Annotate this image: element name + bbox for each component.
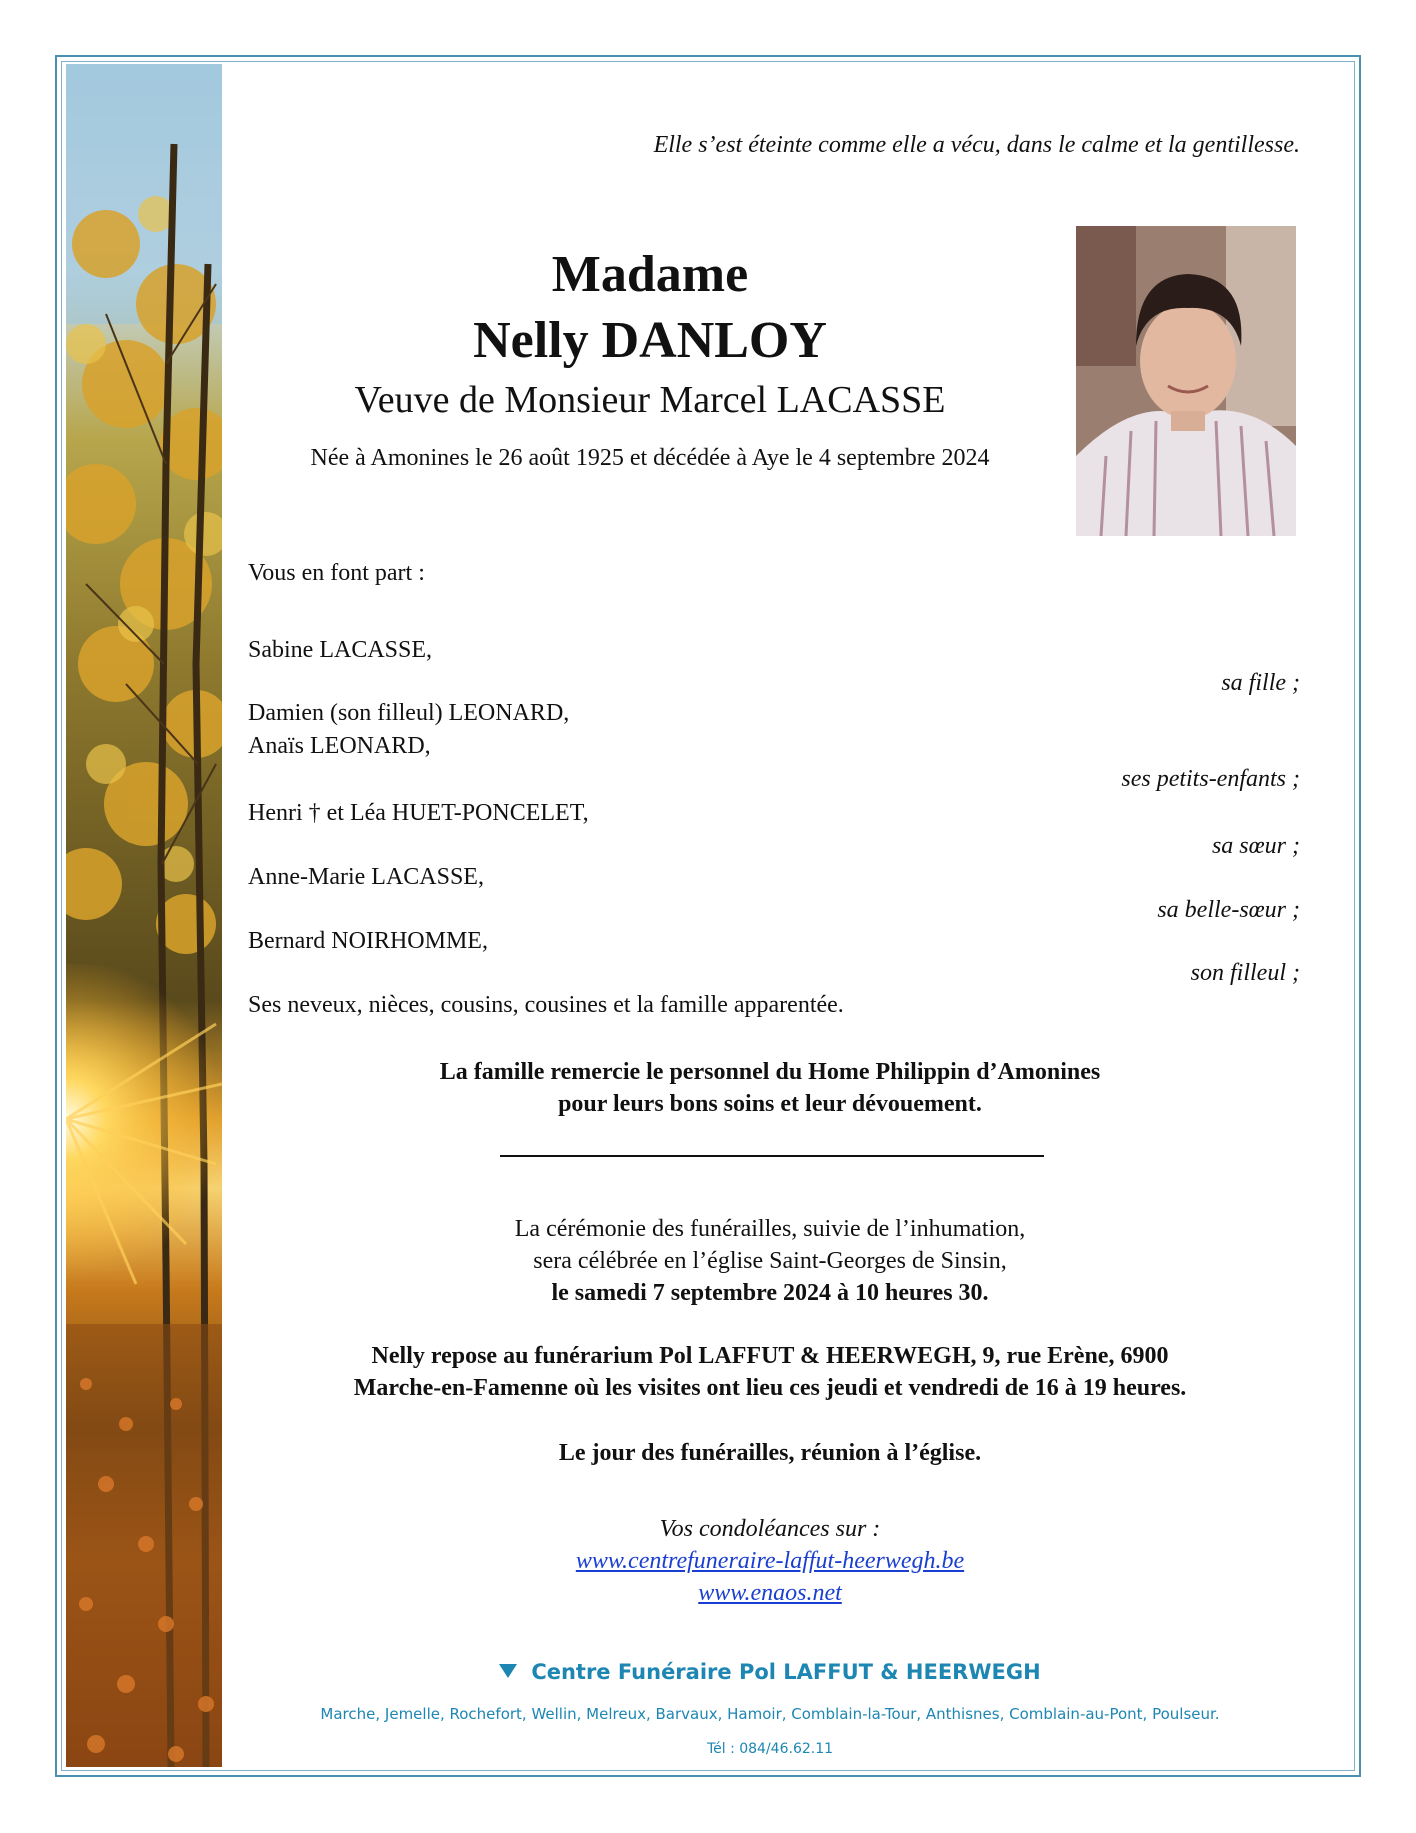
meeting-note: Le jour des funérailles, réunion à l’église.	[558, 1440, 982, 1466]
visitation-line: Marche-en-Famenne où les visites ont lieu ces jeudi et vendredi de 16 à 19 heures.	[353, 1375, 1187, 1401]
deceased-name: Nelly DANLOY	[473, 312, 827, 369]
ceremony-line: sera célébrée en l’église Saint-Georges de Sinsin,	[533, 1248, 1007, 1274]
family-member: Bernard NOIRHOMME,	[248, 928, 488, 954]
autumn-forest-image	[66, 64, 222, 1767]
family-member: Anne-Marie LACASSE,	[248, 864, 484, 890]
family-relation: sa fille ;	[1221, 670, 1300, 696]
funeral-home-branches: Marche, Jemelle, Rochefort, Wellin, Melreux, Barvaux, Hamoir, Comblain-la-Tour, Anthisnes, Comblain-au-Pont, Poulseur.	[320, 1705, 1220, 1723]
funeral-home-name	[240, 1660, 1300, 1684]
visitation-line: Nelly repose au funérarium Pol LAFFUT & HEERWEGH, 9, rue Erène, 6900	[371, 1343, 1169, 1369]
condolences-label: Vos condoléances sur :	[659, 1516, 881, 1542]
condolences-link-laffut[interactable]: www.centrefuneraire-laffut-heerwegh.be	[575, 1548, 965, 1574]
family-relation: sa belle-sœur ;	[1157, 897, 1300, 923]
announcement-intro: Vous en font part :	[248, 560, 425, 586]
family-member: Sabine LACASSE,	[248, 637, 433, 663]
family-member: Henri † et Léa HUET-PONCELET,	[248, 800, 589, 826]
honorific: Madame	[551, 246, 749, 303]
epitaph-quote: Elle s’est éteinte comme elle a vécu, dans le calme et la gentillesse.	[653, 132, 1300, 158]
family-relation: son filleul ;	[1190, 960, 1300, 986]
family-relation: sa sœur ;	[1211, 833, 1300, 859]
deceased-title-block	[260, 242, 1040, 424]
triangle-down-icon	[499, 1664, 517, 1678]
portrait-photo	[1076, 226, 1296, 536]
extended-family: Ses neveux, nièces, cousins, cousines et la famille apparentée.	[248, 992, 844, 1018]
thanks-line: La famille remercie le personnel du Home Philippin d’Amonines	[439, 1059, 1101, 1085]
section-divider	[500, 1155, 1044, 1157]
condolences-link-enaos[interactable]: www.enaos.net	[698, 1580, 842, 1606]
ceremony-date: le samedi 7 septembre 2024 à 10 heures 30.	[551, 1280, 989, 1306]
funeral-home-name-text: Centre Funéraire Pol LAFFUT & HEERWEGH	[531, 1660, 1041, 1684]
thanks-line: pour leurs bons soins et leur dévouement.	[558, 1091, 982, 1117]
widow-of: Veuve de Monsieur Marcel LACASSE	[354, 379, 946, 421]
family-relation: ses petits-enfants ;	[1121, 766, 1300, 792]
family-member: Damien (son filleul) LEONARD,	[248, 700, 570, 726]
ceremony-line: La cérémonie des funérailles, suivie de l’inhumation,	[514, 1216, 1026, 1242]
birth-death-dates: Née à Amonines le 26 août 1925 et décédée à Aye le 4 septembre 2024	[310, 445, 990, 471]
family-member: Anaïs LEONARD,	[248, 733, 431, 759]
funeral-home-phone: Tél : 084/46.62.11	[706, 1741, 834, 1757]
